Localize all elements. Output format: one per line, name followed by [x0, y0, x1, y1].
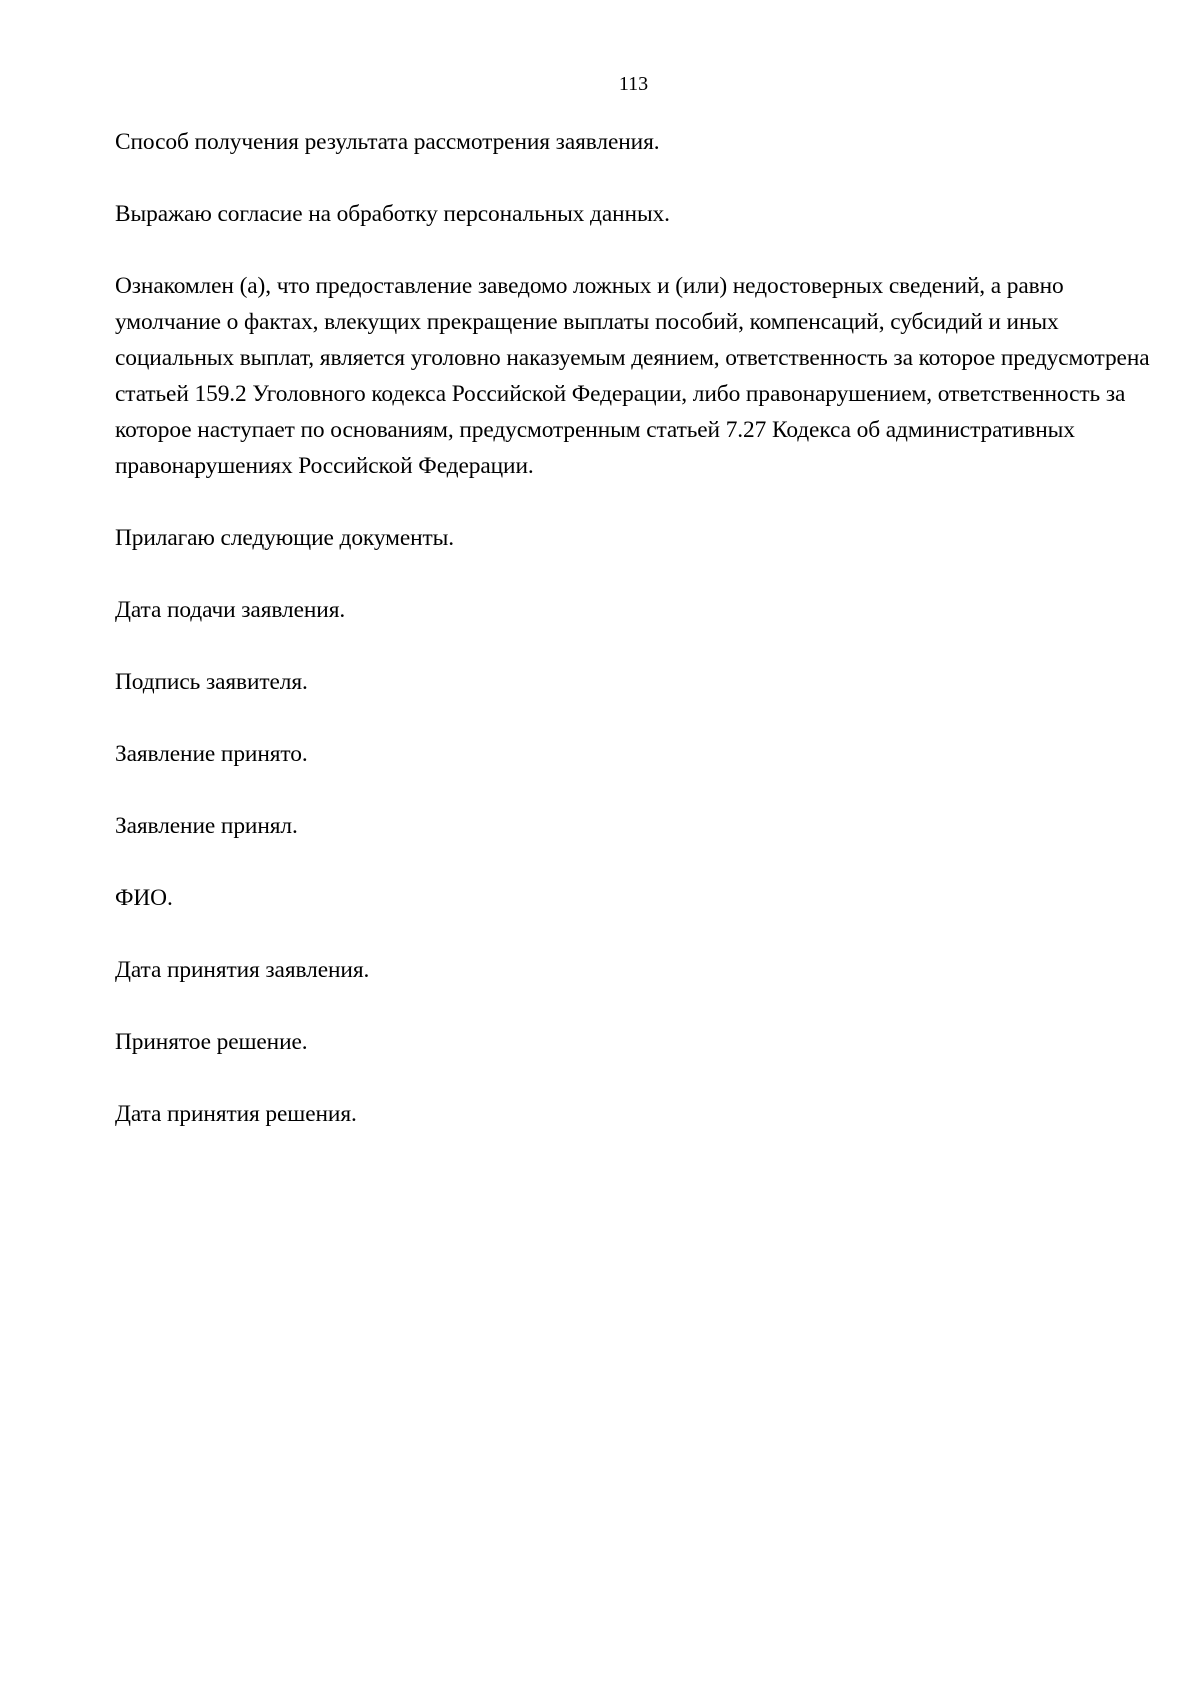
document-body: [115, 124, 1160, 1168]
paragraph-attached-documents: Прилагаю следующие документы.: [115, 525, 455, 551]
paragraph-application-accepted: Заявление принято.: [115, 741, 308, 767]
paragraph-decision-made: Принятое решение.: [115, 1029, 308, 1055]
paragraph-submission-date: Дата подачи заявления.: [115, 597, 346, 623]
paragraph-liability-notice: Ознакомлен (а), что предоставление заведомо ложных и (или) недостоверных сведений, а равно умолчание о фактах, влекущих прекращение выплаты пособий, компенсаций, субсидий и иных социальных выплат, является уголовно наказуемым деянием, ответственность за которое предусмотрена статьей 159.2 Уголовного кодекса Российской Федерации, либо правонарушением, ответственность за которое наступает по основаниям, предусмотренным статьей 7.27 Кодекса об административных правонарушениях Российской Федерации.: [115, 273, 1150, 479]
paragraph-application-received-by: Заявление принял.: [115, 813, 298, 839]
page-number: 113: [618, 73, 649, 95]
paragraph-applicant-signature: Подпись заявителя.: [115, 669, 308, 695]
paragraph-full-name: ФИО.: [115, 885, 173, 911]
paragraph-decision-date: Дата принятия решения.: [115, 1101, 357, 1127]
paragraph-personal-data-consent: Выражаю согласие на обработку персональных данных.: [115, 201, 670, 227]
paragraph-result-method: Способ получения результата рассмотрения заявления.: [115, 129, 660, 155]
paragraph-acceptance-date: Дата принятия заявления.: [115, 957, 370, 983]
